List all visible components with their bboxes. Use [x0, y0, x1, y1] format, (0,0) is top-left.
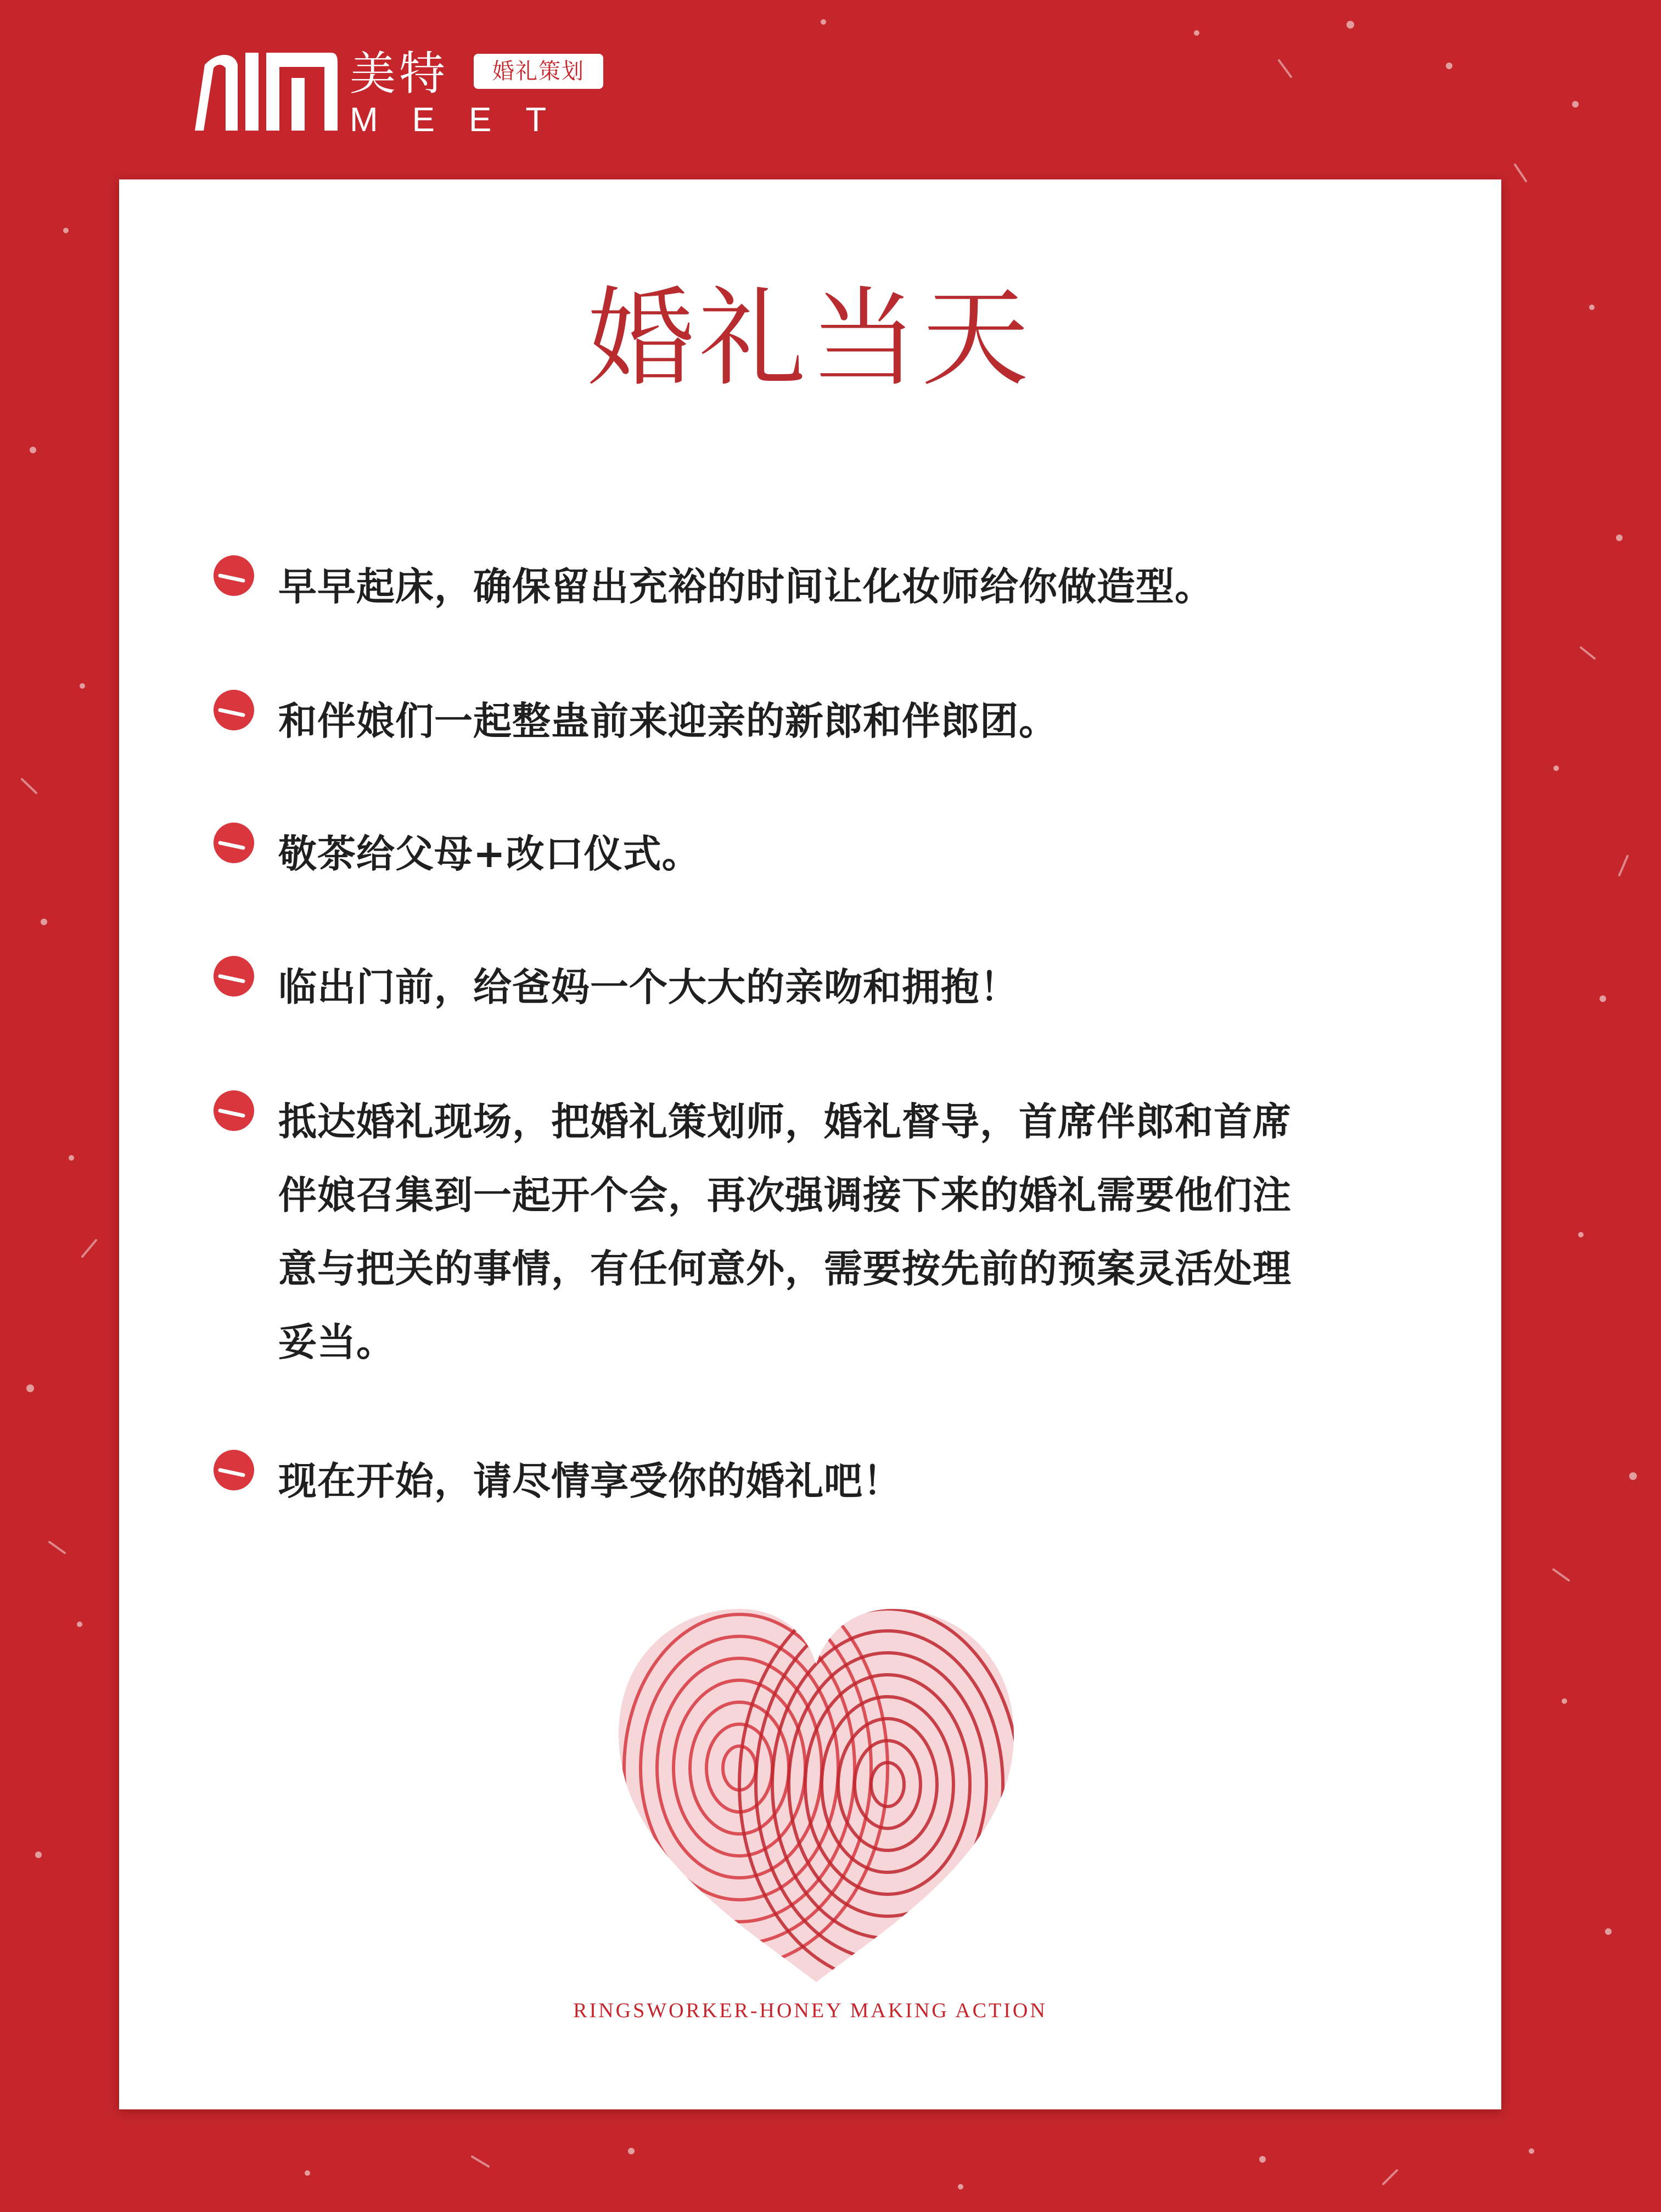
brand-logo	[195, 49, 612, 137]
content-card	[119, 179, 1501, 2109]
clock-bullet-icon	[212, 955, 255, 998]
brand-tag: 婚礼策划	[474, 54, 603, 89]
clock-bullet-icon	[212, 1089, 255, 1132]
list-item-text: 现在开始，请尽情享受你的婚礼吧！	[278, 1459, 902, 1504]
meet-logo-icon	[195, 49, 338, 134]
list-item-text: 抵达婚礼现场，把婚礼策划师，婚礼督导，首席伴郎和首席伴娘召集到一起开个会，再次强调接下来的婚礼需要他们注意与把关的事情，有任何意外，需要按先前的预案灵活处理妥当。	[278, 1099, 1292, 1365]
page-title: 婚礼当天	[587, 276, 1033, 401]
clock-bullet-icon	[212, 821, 255, 864]
clock-bullet-icon	[212, 554, 255, 597]
clock-bullet-icon	[212, 689, 255, 731]
list-item-text: 敬茶给父母+改口仪式。	[278, 831, 701, 876]
heart-caption: RINGSWORKER-HONEY MAKING ACTION	[573, 1999, 1047, 2022]
brand-name-cn: 美特	[350, 47, 449, 100]
list-item-text: 临出门前，给爸妈一个大大的亲吻和拥抱！	[278, 965, 1019, 1010]
fingerprint-heart-icon	[608, 1603, 1025, 1982]
brand-name-en: MEET	[350, 101, 581, 139]
clock-bullet-icon	[212, 1449, 255, 1491]
list-item-text: 和伴娘们一起整蛊前来迎亲的新郎和伴郎团。	[278, 699, 1058, 744]
list-item-text: 早早起床，确保留出充裕的时间让化妆师给你做造型。	[278, 564, 1214, 609]
